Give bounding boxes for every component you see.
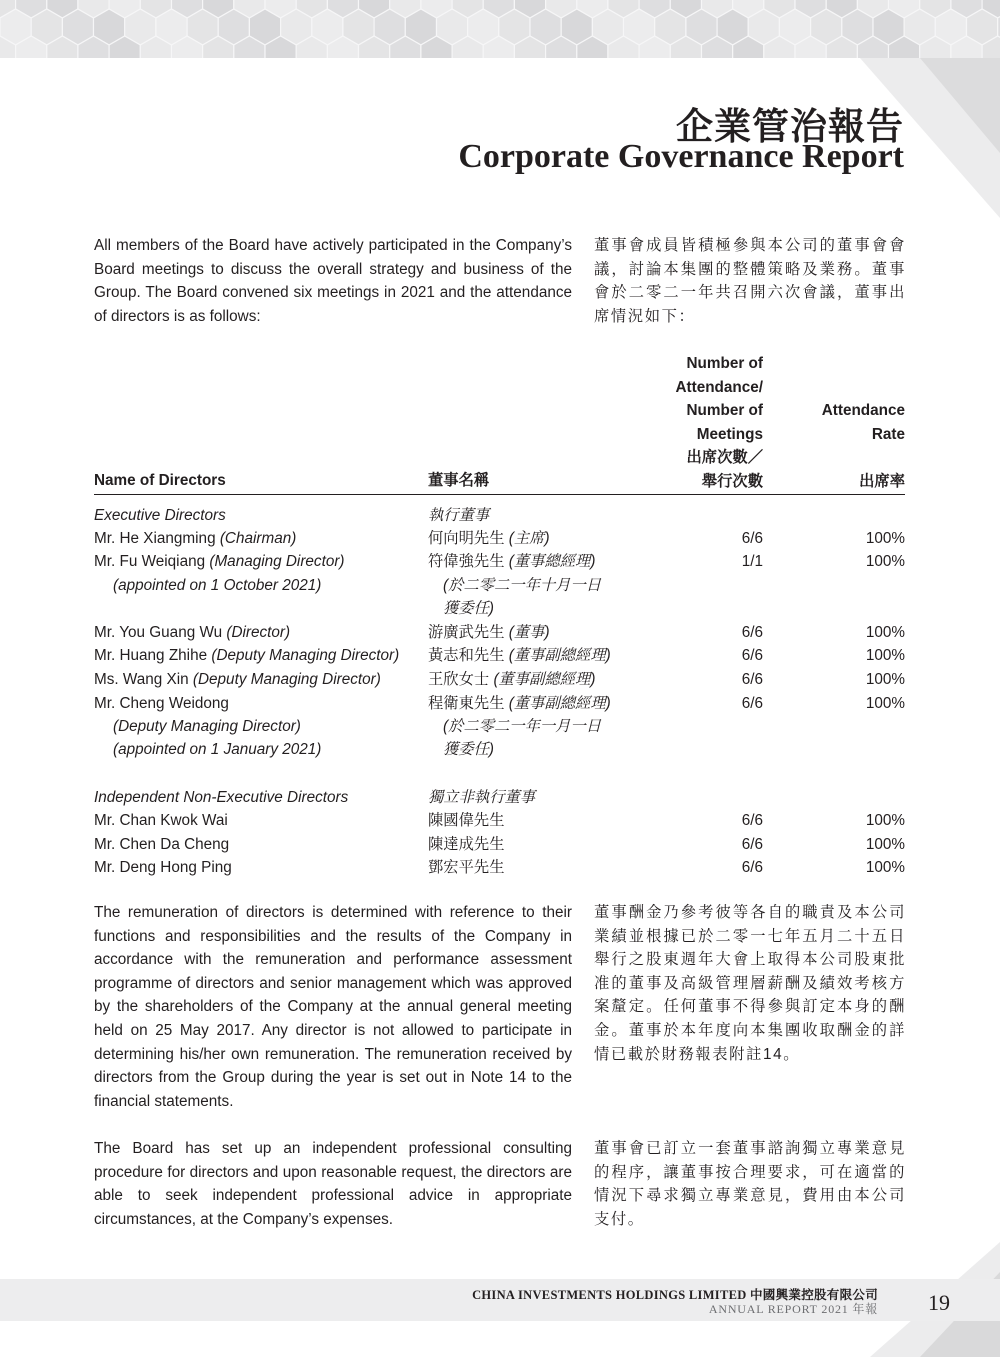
- decorative-hexagon-band: [0, 0, 1000, 58]
- remuneration-paragraph-zh: 董事酬金乃參考彼等各自的職責及本公司業績並根據已於二零一七年五月二十五日舉行之股東週年大會上取得本公司股東批准的董事及高級管理層薪酬及績效考核方案釐定。任何董事不得參與訂定本身的酬金。董事於本年度向本集團收取酬金的詳情已載於財務報表附註14。: [594, 904, 906, 1063]
- intro-paragraph-zh: 董事會成員皆積極參與本公司的董事會會議，討論本集團的整體策略及業務。董事會於二零二一年共召開六次會議，董事出席情況如下：: [594, 237, 906, 325]
- footer-report-label: ANNUAL REPORT 2021 年報: [708, 1302, 878, 1316]
- page-title-en: Corporate Governance Report: [458, 138, 904, 175]
- rate-header: Attendance Rate 出席率: [821, 402, 905, 490]
- header-rule: [94, 494, 905, 495]
- footer-company-name: CHINA INVESTMENTS HOLDINGS LIMITED 中國興業控股有限公司: [472, 1288, 878, 1302]
- remuneration-paragraph-en: The remuneration of directors is determined with reference to their functions and responsibilities and the results of the Company in accordance with the remuneration and performance assessment programme of directors and senior management which was approved by the shareholders of the Company at the annual general meeting held on 25 May 2017. Any director is not allowed to participate in determining his/her own remuneration. The remuneration received by directors from the Group during the year is set out in Note 14 to the financial statements.: [94, 904, 573, 1110]
- page-number: 19: [928, 1290, 950, 1315]
- intro-paragraph-en: All members of the Board have actively participated in the Company’s Board meetings to discuss the overall strategy and business of the Group. The Board convened six meetings in 2021 and the attendance of directors is as follows:: [94, 237, 573, 325]
- attendance-header: Number of Attendance/ Number of Meetings 出席次數／ 舉行次數: [675, 355, 763, 490]
- advice-paragraph-en: The Board has set up an independent professional consulting procedure for directors and upon reasonable request, the directors are able to seek independent professional advice in appropriate circumstances, at the Company’s expenses.: [94, 1140, 572, 1228]
- name-header-en: Name of Directors: [94, 472, 226, 489]
- name-header-zh: 董事名稱: [428, 472, 490, 489]
- page-title-zh: 企業管治報告: [676, 104, 904, 148]
- advice-paragraph-zh: 董事會已訂立一套董事諮詢獨立專業意見的程序，讓董事按合理要求，可在適當的情況下尋求獨立專業意見，費用由本公司支付。: [594, 1140, 906, 1228]
